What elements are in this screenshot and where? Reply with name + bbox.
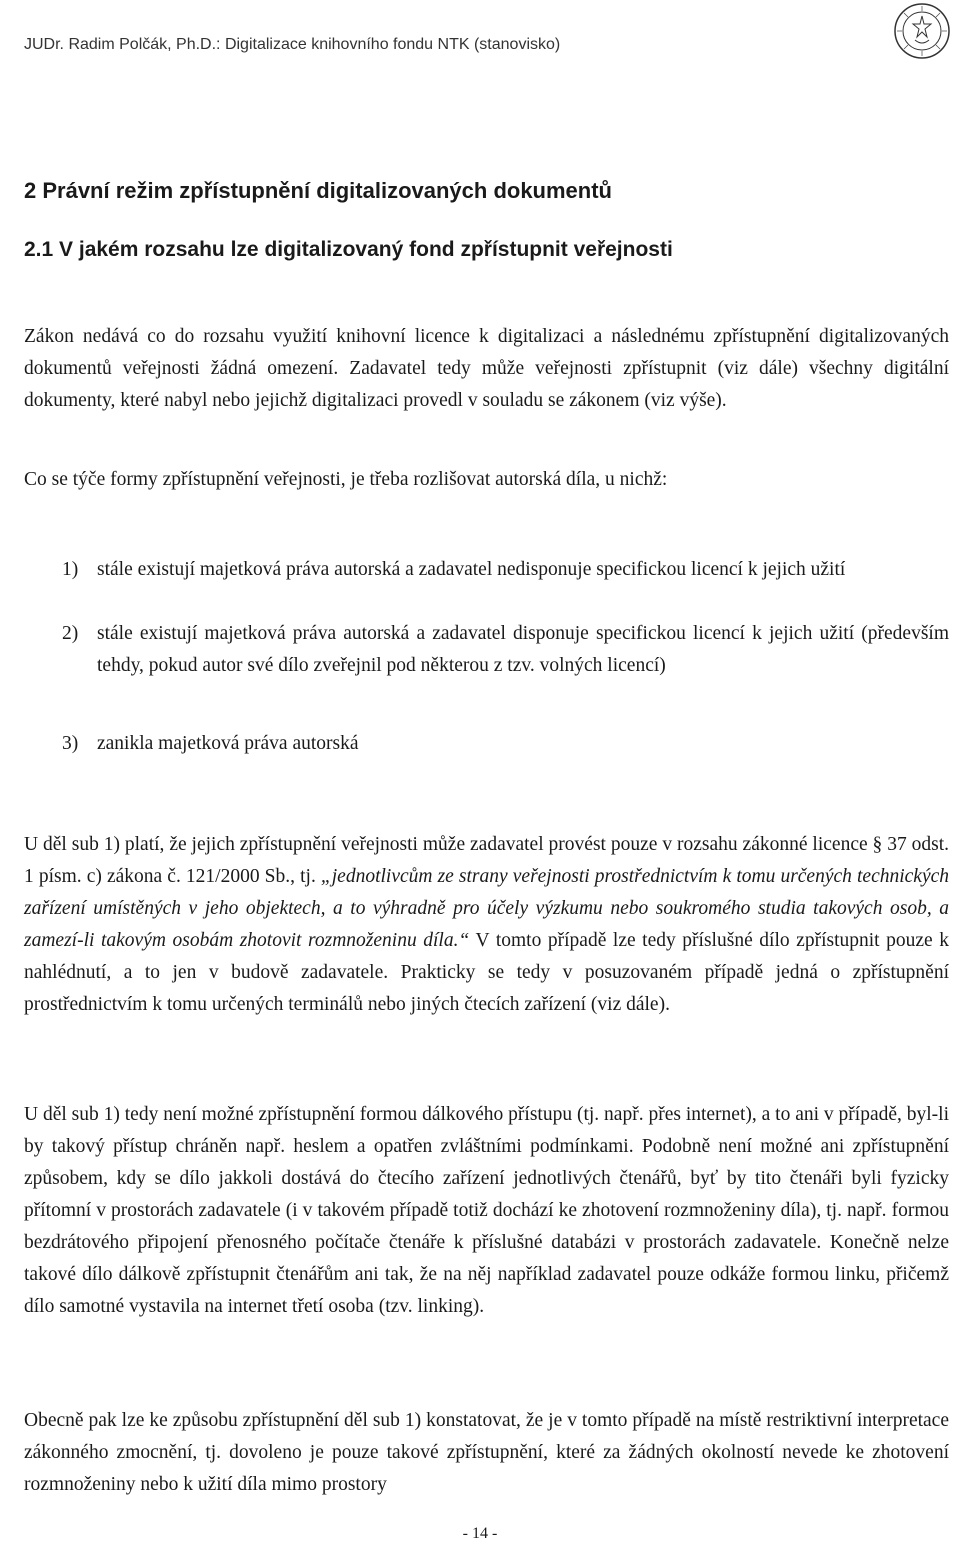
- paragraph-intro: Zákon nedává co do rozsahu využití knihovní licence k digitalizaci a následnému zpřístupnění digitalizovaných dokumentů veřejnosti žádná omezení. Zadavatel tedy může veřejnosti zpřístupnit (viz dále) všechny digitální dokumenty, které nabyl nebo jejichž digitalizaci provedl v souladu se zákonem (viz výše).: [24, 326, 949, 411]
- paragraph-conclusion: Obecně pak lze ke způsobu zpřístupnění děl sub 1) konstatovat, že je v tomto případě na místě restriktivní interpretace zákonného zmocnění, tj. dovoleno je pouze takové zpřístupnění, které za žádných okolností nevede ke zhotovení rozmnoženiny nebo k užití díla mimo prostory: [24, 1410, 949, 1495]
- section-heading: 2 Právní režim zpřístupnění digitalizovaných dokumentů: [24, 178, 612, 203]
- page-number: - 14 -: [462, 1525, 498, 1542]
- paragraph-remote-access: U děl sub 1) tedy není možné zpřístupnění formou dálkového přístupu (tj. např. přes internet), a to ani v případě, byl-li by takový přístup chráněn např. heslem a opatřen zvláštními podmínkami. Podobně není možné ani zpřístupnění způsobem, kdy se dílo jakkoli dostává do čtecího zařízení jednotlivých čtenářů, byť by tito čtenáři byli fyzicky přítomní v prostorách zadavatele (i v takovém případě totiž dochází ke zhotovení rozmnoženiny díla), tj. např. formou bezdrátového připojení přenosného počítače čtenáře k příslušné databázi v prostorách zadavatele. Konečně nelze takové dílo dálkově zpřístupnit čtenářům ani tak, že na něj například zadavatel pouze odkáže formou linku, přičemž dílo samotné vystavila na internet třetí osoba (tzv. linking).: [24, 1104, 949, 1317]
- list-item-number: 2): [62, 623, 79, 644]
- university-seal-icon: [893, 2, 951, 60]
- list-item: [62, 728, 949, 760]
- subsection-heading: 2.1 V jakém rozsahu lze digitalizovaný fond zpřístupnit veřejnosti: [24, 238, 673, 261]
- paragraph-text: V tomto případě lze tedy příslušné dílo zpřístupnit pouze k nahlédnutí, a to jen v budově zadavatele. Prakticky se tedy v posuzovaném případě jedná o zpřístupnění prostřednictvím k tomu určených terminálů nebo jiných čtecích zařízení (viz dále).: [24, 930, 949, 1015]
- list-item-text: stále existují majetková práva autorská a zadavatel disponuje specifickou licencí k jejich užití (především tehdy, pokud autor své dílo zveřejnil pod některou z tzv. volných licencí): [97, 623, 949, 676]
- running-header: JUDr. Radim Polčák, Ph.D.: Digitalizace knihovního fondu NTK (stanovisko): [24, 36, 561, 53]
- list-item: [62, 618, 949, 682]
- legal-quote: „jednotlivcům ze strany veřejnosti prostřednictvím k tomu určených technických zařízení umístěných v jeho objektech, a to výhradně pro účely výzkumu nebo soukromého studia takových osob, a zamezí-li takovým osobám zhotovit rozmnoženinu díla.“: [24, 866, 950, 951]
- list-item-text: zanikla majetková práva autorská: [97, 733, 359, 754]
- list-item-text: stále existují majetková práva autorská a zadavatel nedisponuje specifickou licencí k jejich užití: [97, 559, 846, 580]
- paragraph-text: U děl sub 1) platí, že jejich zpřístupnění veřejnosti může zadavatel provést pouze v rozsahu zákonné licence § 37 odst. 1 písm. c) zákona č. 121/2000 Sb., tj.: [24, 834, 949, 887]
- paragraph-sub1-licence: [24, 829, 949, 1021]
- list-item-number: 3): [62, 733, 79, 754]
- list-item: [62, 554, 949, 586]
- list-item-number: 1): [62, 559, 79, 580]
- paragraph-forms: Co se týče formy zpřístupnění veřejnosti, je třeba rozlišovat autorská díla, u nichž:: [24, 469, 668, 490]
